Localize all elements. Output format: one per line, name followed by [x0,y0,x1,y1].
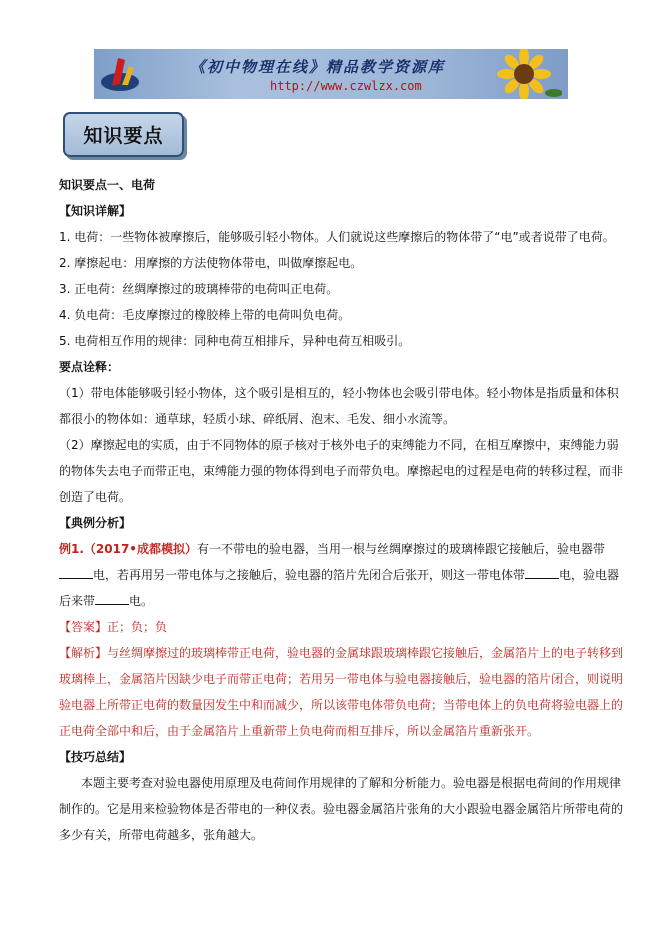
analysis-line: 玻璃棒上，金属箔片因缺少电子而带正电荷；若用另一带电体与验电器接触后，验电器的箔片闭合，则说明 [59,672,624,686]
example-text: 电，验电器 [559,568,620,582]
note-line: 创造了电荷。 [59,490,132,504]
document-body [59,172,624,848]
analysis-line: 验电器上所带正电荷的数量因发生中和而减少，所以该带电体带负电荷；当带电体上的负电荷将验电器上的 [59,698,624,712]
banner-title: 《初中物理在线》精品教学资源库 [190,58,446,76]
note-line: 的物体失去电子而带正电，束缚能力强的物体得到电子而带负电。摩擦起电的过程是电荷的转移过程，而非 [59,464,624,478]
note-line: （1）带电体能够吸引轻小物体，这个吸引是相互的，轻小物体也会吸引带电体。轻小物体是指质量和体积 [59,386,619,400]
tips-label: 【技巧总结】 [59,750,132,764]
note-line: （2）摩擦起电的实质，由于不同物体的原子核对于核外电子的束缚能力不同，在相互摩擦中，束缚能力弱 [59,438,619,452]
answer-blank [59,564,93,579]
example-line [59,562,620,588]
knowledge-item: 1. 电荷：一些物体被摩擦后，能够吸引轻小物体。人们就说这些摩擦后的物体带了“电”或者说带了电荷。 [59,230,615,244]
knowledge-item: 3. 正电荷：丝绸摩擦过的玻璃棒带的电荷叫正电荷。 [59,282,339,296]
example-line [59,536,607,562]
knowledge-item: 4. 负电荷：毛皮摩擦过的橡胶棒上带的电荷叫负电荷。 [59,308,351,322]
section-title: 知识要点 [83,125,164,147]
tips-line: 多少有关，所带电荷越多，张角越大。 [59,828,264,842]
answer-line: 【答案】正；负；负 [59,620,168,634]
knowledge-item: 5. 电荷相互作用的规律：同种电荷互相排斥，异种电荷互相吸引。 [59,334,411,348]
example-line [59,588,607,614]
header-banner [94,49,568,99]
example-text: 电，若再用另一带电体与之接触后，验电器的箔片先闭合后张开，则这一带电体带 [93,568,526,582]
sunflower-icon [486,49,562,99]
tips-line: 本题主要考查对验电器使用原理及电荷间作用规律的了解和分析能力。验电器是根据电荷间的作用规律 [81,776,622,790]
analysis-line: 正电荷全部中和后，由于金属箔片上重新带上负电荷而相互排斥，所以金属箔片重新张开。 [59,724,540,738]
physics-logo-icon [98,52,142,96]
example-tag: 例1.（2017•成都模拟） [59,542,197,556]
example-label: 【典例分析】 [59,516,132,530]
knowledge-label: 【知识详解】 [59,204,132,218]
answer-blank [525,564,559,579]
example-text: 有一不带电的验电器，当用一根与丝绸摩擦过的玻璃棒跟它接触后，验电器带 [196,542,605,556]
section-title-box [63,112,184,157]
analysis-line: 【解析】与丝绸摩擦过的玻璃棒带正电荷，验电器的金属球跟玻璃棒跟它接触后，金属箔片上的电子转移到 [59,646,624,660]
note-line: 都很小的物体如：通草球，轻质小球、碎纸屑、泡末、毛发、细小水流等。 [59,412,456,426]
banner-url: http://www.czwlzx.com [270,79,422,93]
example-text: 后来带 [59,594,96,608]
topic-heading: 知识要点一、电荷 [59,178,156,192]
notes-label: 要点诠释： [59,360,120,374]
tips-line: 制作的。它是用来检验物体是否带电的一种仪表。验电器金属箔片张角的大小跟验电器金属箔片所带电荷的 [59,802,624,816]
answer-blank [95,590,129,605]
knowledge-item: 2. 摩擦起电：用摩擦的方法使物体带电，叫做摩擦起电。 [59,256,363,270]
example-text: 电。 [129,594,154,608]
